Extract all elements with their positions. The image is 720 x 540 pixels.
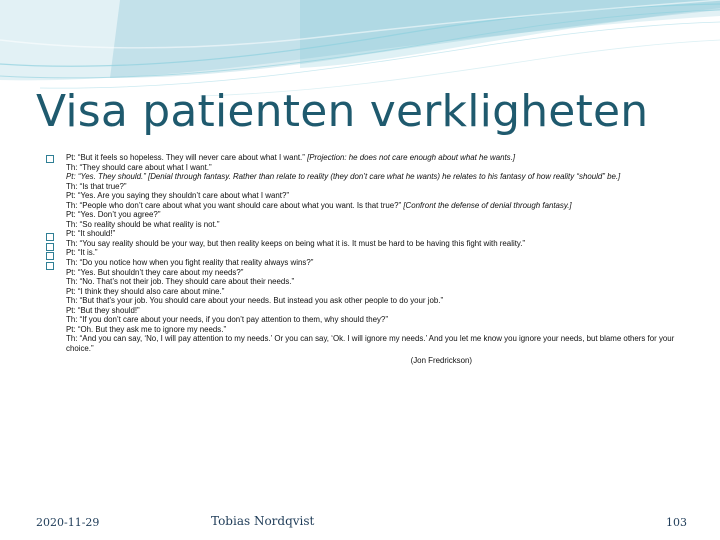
dialogue-line: Th: “You say reality should be your way, but then reality keeps on being what it is. It must be hard to be having this fight with reality.”	[66, 238, 526, 248]
dialogue-line: Pt: “Yes. They should.” [Denial through fantasy. Rather than relate to reality (they don’t care what he wants) he relates to his fantasy of how reality “should” be.]	[66, 172, 621, 182]
dialogue-line: Pt: “Yes. Are you saying they shouldn’t care about what I want?”	[66, 191, 289, 201]
dialogue-line: Th: “But that’s your job. You should care about your needs. But instead you ask other people to do your job.”	[66, 296, 444, 306]
attribution: (Jon Fredrickson)	[410, 356, 472, 366]
dialogue-line: Th: “Is that true?”	[66, 181, 127, 191]
dialogue-line: Pt: “Yes. But shouldn’t they care about my needs?”	[66, 267, 244, 277]
dialogue-line: Th: “People who don’t care about what you want should care about what you want. Is that true?” [Confront the defense of denial through fantasy.]	[66, 200, 572, 210]
dialogue-line: Pt: “It is.”	[66, 248, 98, 258]
dialogue-transcript	[66, 153, 682, 366]
page-number: 103	[666, 516, 687, 529]
footer-author: Tobias Nordqvist	[211, 514, 315, 528]
dialogue-line: Pt: “It should!”	[66, 229, 116, 239]
square-bullet-icon	[46, 252, 54, 260]
square-bullet-icon	[46, 262, 54, 270]
dialogue-line: Th: “Do you notice how when you fight reality that reality always wins?”	[66, 258, 314, 268]
dialogue-line: Th: “No. That’s not their job. They should care about their needs.”	[66, 277, 295, 287]
slide-title: Visa patienten verkligheten	[36, 86, 649, 137]
dialogue-line: Th: “So reality should be what reality is not.”	[66, 219, 220, 229]
dialogue-line: Th: “If you don’t care about your needs, if you don’t pay attention to them, why should they?”	[66, 315, 388, 325]
dialogue-line: Th: “And you can say, ‘No, I will pay attention to my needs.’ Or you can say, ‘Ok. I will ignore my needs.’ And you let me know you ignore your needs, but blame others for your choice.”	[66, 334, 675, 353]
square-bullet-icon	[46, 243, 54, 251]
square-bullet-icon	[46, 155, 54, 163]
dialogue-line: Th: “They should care about what I want.”	[66, 162, 212, 172]
dialogue-line: Pt: “I think they should also care about mine.”	[66, 286, 225, 296]
footer-date: 2020-11-29	[36, 516, 100, 529]
dialogue-line: Pt: “But it feels so hopeless. They will never care about what I want.” [Projection: he does not care enough about what he wants.]	[66, 153, 516, 162]
dialogue-line: Pt: “Yes. Don’t you agree?”	[66, 210, 161, 220]
dialogue-line: Pt: “Oh. But they ask me to ignore my needs.”	[66, 324, 227, 334]
dialogue-line: Pt: “But they should!”	[66, 305, 140, 315]
square-bullet-icon	[46, 233, 54, 241]
